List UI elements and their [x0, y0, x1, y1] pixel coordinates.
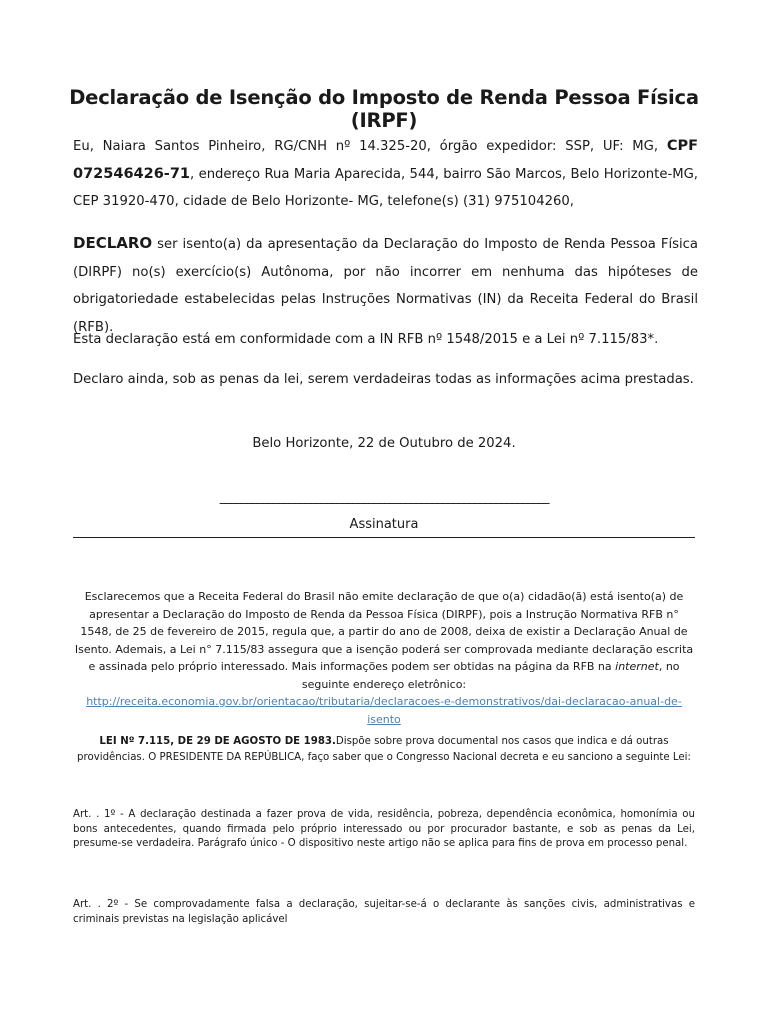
place-and-date: Belo Horizonte, 22 de Outubro de 2024. [252, 436, 516, 451]
declarant-identification-paragraph [73, 133, 698, 216]
rfb-clarification-note [73, 588, 695, 728]
declarant-address-text: , endereço Rua Maria Aparecida, 544, bairro São Marcos, Belo Horizonte-MG, CEP 31920-470, cidade de Belo Horizonte- MG, telefone(s) (31) 975104260, [73, 166, 698, 209]
truthfulness-paragraph: Declaro ainda, sob as penas da lei, serem verdadeiras todas as informações acima prestadas. [73, 372, 694, 387]
signature-line: ______________________________________________________________ [219, 490, 549, 505]
law-heading: LEI Nº 7.115, DE 29 DE AGOSTO DE 1983. [99, 736, 336, 747]
cpf-number: CPF 072546426-71 [73, 138, 698, 182]
article-1: Art. . 1º - A declaração destinada a fazer prova de vida, residência, pobreza, dependência econômica, homonímia ou bons antecedentes, quando firmada pelo próprio interessado ou por procurador bastante, e sob as penas da Lei, presume-se verdadeira. Parágrafo único - O dispositivo neste artigo não se aplica para fins de prova em processo penal. [73, 809, 695, 849]
declaration-paragraph [73, 230, 698, 341]
article-2: Art. . 2º - Se comprovadamente falsa a declaração, sujeitar-se-á o declarante às sanções civis, administrativas e criminais previstas na legislação aplicável [73, 899, 695, 925]
document-title: Declaração de Isenção do Imposto de Renda Pessoa Física (IRPF) [69, 86, 699, 132]
signature-label: Assinatura [349, 517, 419, 532]
declarant-intro-text: Eu, Naiara Santos Pinheiro, RG/CNH nº 14.325-20, órgão expedidor: SSP, UF: MG, [73, 139, 667, 154]
declaration-text: ser isento(a) da apresentação da Declaração do Imposto de Renda Pessoa Física (DIRPF) no(s) exercício(s) Autônoma, por não incorrer em nenhuma das hipóteses de obrigatoriedade estabelecidas pelas Instruções Normativas (IN) da Receita Federal do Brasil (RFB). [73, 237, 698, 335]
conformity-paragraph: Esta declaração está em conformidade com a IN RFB nº 1548/2015 e a Lei nº 7.115/83*. [73, 332, 659, 347]
divider-line [73, 537, 695, 538]
note-text-end: , no seguinte endereço eletrônico: [301, 660, 680, 691]
law-text: Dispõe sobre prova documental nos casos que indica e dá outras providências. O PRESIDENTE DA REPÚBLICA, faço saber que o Congresso Nacional decreta e eu sanciono a seguinte Lei: [77, 736, 691, 763]
declaro-keyword: DECLARO [73, 234, 153, 252]
note-internet-word: internet [615, 660, 659, 673]
rfb-link[interactable]: http://receita.economia.gov.br/orientacao/tributaria/declaracoes-e-demonstrativos/dai-declaracao-anual-de-isento [86, 695, 682, 726]
law-reference [73, 734, 695, 765]
note-text: Esclarecemos que a Receita Federal do Brasil não emite declaração de que o(a) cidadão(ã) está isento(a) de apresentar a Declaração do Imposto de Renda da Pessoa Física (DIRPF), pois a Instrução Normativa RFB n° 1548, de 25 de fevereiro de 2015, regula que, a partir do ano de 2008, deixa de existir a Declaração Anual de Isento. Ademais, a Lei n° 7.115/83 assegura que a isenção poderá ser comprovada mediante declaração escrita e assinada pelo próprio interessado. Mais informações podem ser obtidas na página da RFB na [74, 590, 694, 673]
